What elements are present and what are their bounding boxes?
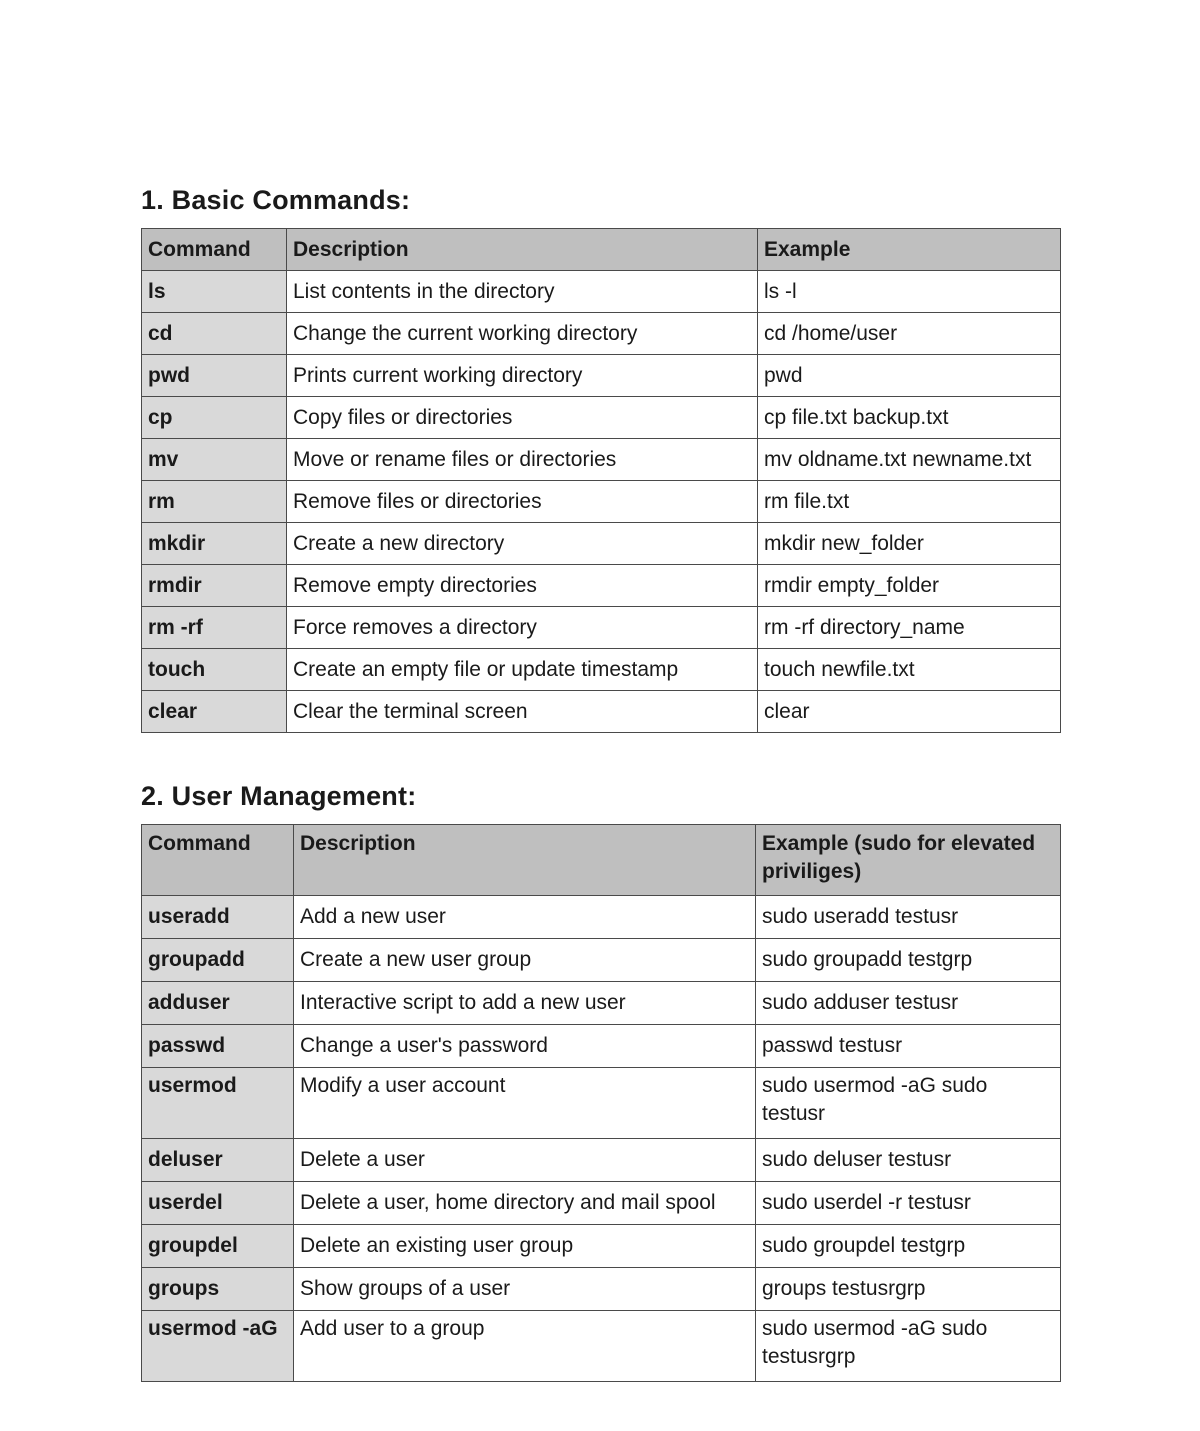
description-cell: Add a new user — [294, 896, 756, 939]
command-cell: userdel — [142, 1182, 294, 1225]
description-cell: Create a new user group — [294, 939, 756, 982]
table-row — [142, 649, 1061, 691]
command-cell: useradd — [142, 896, 294, 939]
description-cell: Delete a user, home directory and mail spool — [294, 1182, 756, 1225]
description-cell: Move or rename files or directories — [287, 439, 758, 481]
command-cell: groupadd — [142, 939, 294, 982]
command-cell: passwd — [142, 1025, 294, 1068]
section-title-user-management: 2. User Management: — [141, 781, 417, 811]
example-cell: sudo useradd testusr — [756, 896, 1061, 939]
example-cell: passwd testusr — [756, 1025, 1061, 1068]
table-header-row — [142, 825, 1061, 896]
column-header-description: Description — [287, 229, 758, 271]
column-header-example: Example — [758, 229, 1061, 271]
table-row — [142, 565, 1061, 607]
command-cell: mv — [142, 439, 287, 481]
command-cell: usermod — [142, 1068, 294, 1139]
example-cell: sudo adduser testusr — [756, 982, 1061, 1025]
description-cell: Clear the terminal screen — [287, 691, 758, 733]
command-cell: cd — [142, 313, 287, 355]
column-header-description: Description — [294, 825, 756, 896]
example-cell: sudo userdel -r testusr — [756, 1182, 1061, 1225]
description-cell: Force removes a directory — [287, 607, 758, 649]
table-row — [142, 313, 1061, 355]
table-row — [142, 939, 1061, 982]
description-cell: Create a new directory — [287, 523, 758, 565]
user-management-table — [141, 824, 1061, 1382]
example-cell: rmdir empty_folder — [758, 565, 1061, 607]
command-cell: rmdir — [142, 565, 287, 607]
table-row — [142, 896, 1061, 939]
description-cell: Change a user's password — [294, 1025, 756, 1068]
basic-commands-table — [141, 228, 1061, 733]
command-cell: rm — [142, 481, 287, 523]
table-row — [142, 1182, 1061, 1225]
command-cell: pwd — [142, 355, 287, 397]
description-cell: Create an empty file or update timestamp — [287, 649, 758, 691]
command-cell: groupdel — [142, 1225, 294, 1268]
command-cell: groups — [142, 1268, 294, 1311]
table-row — [142, 607, 1061, 649]
table-row — [142, 397, 1061, 439]
command-cell: adduser — [142, 982, 294, 1025]
table-row — [142, 1068, 1061, 1139]
command-cell: usermod -aG — [142, 1311, 294, 1382]
description-cell: List contents in the directory — [287, 271, 758, 313]
example-cell: sudo groupdel testgrp — [756, 1225, 1061, 1268]
command-cell: rm -rf — [142, 607, 287, 649]
description-cell: Show groups of a user — [294, 1268, 756, 1311]
example-cell: rm file.txt — [758, 481, 1061, 523]
example-cell: mv oldname.txt newname.txt — [758, 439, 1061, 481]
description-cell: Delete a user — [294, 1139, 756, 1182]
table-row — [142, 1225, 1061, 1268]
example-cell: touch newfile.txt — [758, 649, 1061, 691]
section-title-basic-commands: 1. Basic Commands: — [141, 185, 411, 215]
example-cell: groups testusrgrp — [756, 1268, 1061, 1311]
example-cell: sudo deluser testusr — [756, 1139, 1061, 1182]
example-cell: clear — [758, 691, 1061, 733]
table-row — [142, 1139, 1061, 1182]
table-row — [142, 271, 1061, 313]
table-row — [142, 523, 1061, 565]
description-cell: Modify a user account — [294, 1068, 756, 1139]
description-cell: Delete an existing user group — [294, 1225, 756, 1268]
description-cell: Interactive script to add a new user — [294, 982, 756, 1025]
table-row — [142, 1268, 1061, 1311]
example-cell: sudo usermod -aG sudo testusrgrp — [756, 1311, 1061, 1382]
table-header-row — [142, 229, 1061, 271]
table-row — [142, 355, 1061, 397]
command-cell: clear — [142, 691, 287, 733]
command-cell: touch — [142, 649, 287, 691]
table-row — [142, 439, 1061, 481]
table-row — [142, 691, 1061, 733]
example-cell: cd /home/user — [758, 313, 1061, 355]
description-cell: Remove empty directories — [287, 565, 758, 607]
description-cell: Add user to a group — [294, 1311, 756, 1382]
example-cell: rm -rf directory_name — [758, 607, 1061, 649]
column-header-command: Command — [142, 229, 287, 271]
example-cell: sudo groupadd testgrp — [756, 939, 1061, 982]
example-cell: ls -l — [758, 271, 1061, 313]
example-cell: sudo usermod -aG sudo testusr — [756, 1068, 1061, 1139]
description-cell: Prints current working directory — [287, 355, 758, 397]
column-header-example: Example (sudo for elevated priviliges) — [756, 825, 1061, 896]
description-cell: Remove files or directories — [287, 481, 758, 523]
table-row — [142, 481, 1061, 523]
command-cell: cp — [142, 397, 287, 439]
table-row — [142, 1025, 1061, 1068]
command-cell: deluser — [142, 1139, 294, 1182]
command-cell: ls — [142, 271, 287, 313]
table-row — [142, 1311, 1061, 1382]
table-row — [142, 982, 1061, 1025]
column-header-command: Command — [142, 825, 294, 896]
command-cell: mkdir — [142, 523, 287, 565]
example-cell: mkdir new_folder — [758, 523, 1061, 565]
description-cell: Copy files or directories — [287, 397, 758, 439]
description-cell: Change the current working directory — [287, 313, 758, 355]
example-cell: cp file.txt backup.txt — [758, 397, 1061, 439]
example-cell: pwd — [758, 355, 1061, 397]
